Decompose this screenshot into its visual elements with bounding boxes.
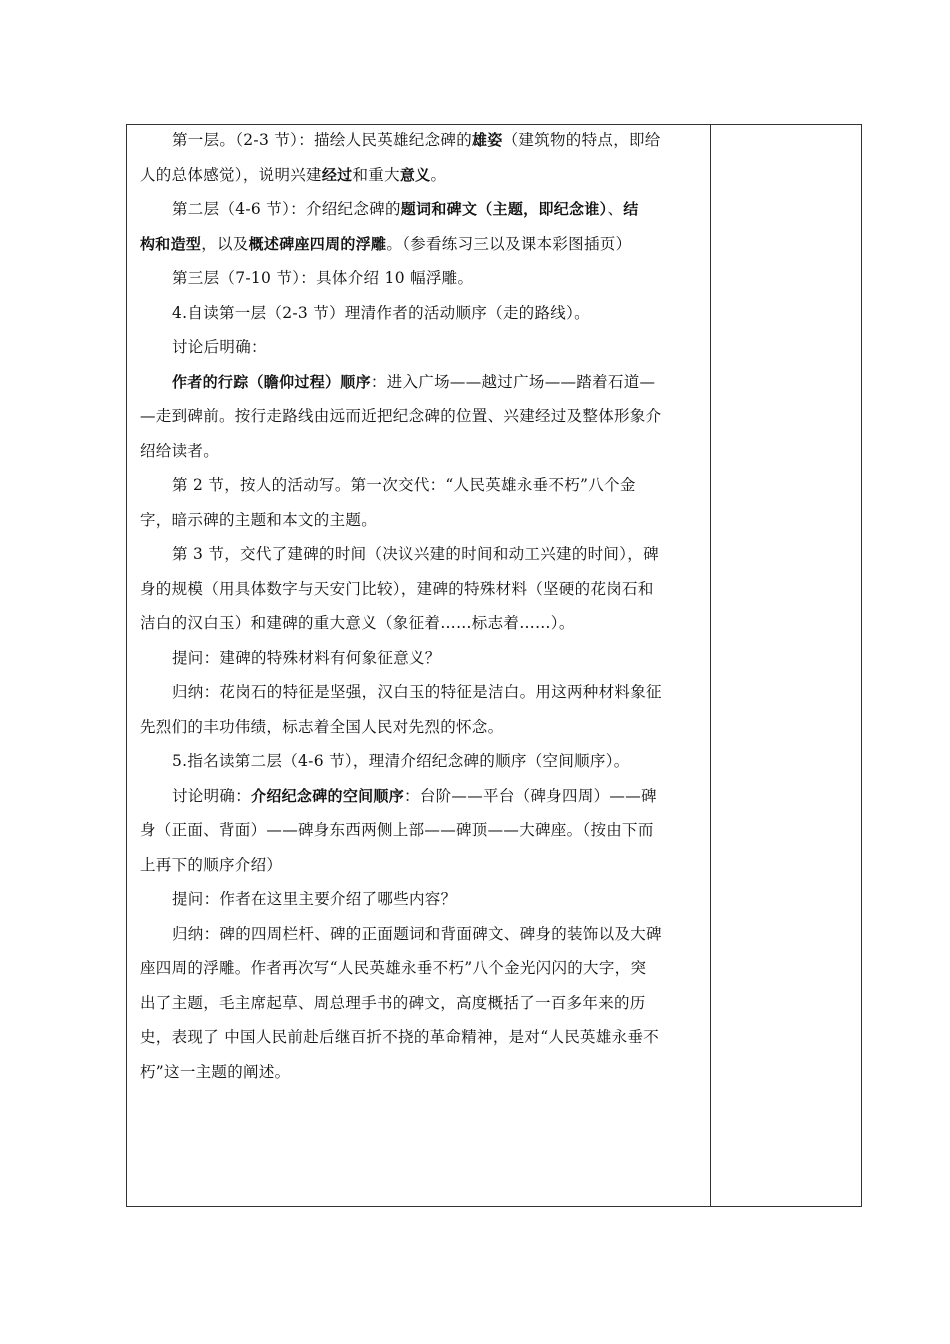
text-line xyxy=(172,199,702,219)
text-line xyxy=(140,579,670,599)
text-segment: 。 xyxy=(430,165,447,184)
bold-text: 雄姿 xyxy=(472,131,503,149)
text-line xyxy=(140,958,670,978)
text-line xyxy=(172,337,702,357)
text-segment: 5.指名读第二层（4-6 节），理清介绍纪念碑的顺序（空间顺序）。 xyxy=(172,752,630,770)
text-segment: 字，暗示碑的主题和本文的主题。 xyxy=(140,510,378,529)
text-segment: 朽”这一主题的阐述。 xyxy=(140,1062,291,1081)
bold-text: 构和造型 xyxy=(140,234,202,253)
text-line xyxy=(140,165,670,185)
text-line xyxy=(172,786,702,806)
text-line xyxy=(172,682,702,702)
text-line xyxy=(140,1062,670,1082)
text-segment: 绍给读者。 xyxy=(140,441,220,460)
text-line xyxy=(140,1027,670,1047)
text-segment: —走到碑前。按行走路线由远而近把纪念碑的位置、兴建经过及整体形象介 xyxy=(140,407,662,425)
text-segment: 提问：建碑的特殊材料有何象征意义？ xyxy=(172,648,441,667)
text-line xyxy=(172,544,702,564)
text-line xyxy=(172,889,702,909)
text-segment: 和重大 xyxy=(352,165,400,184)
text-segment: 身的规模（用具体数字与天安门比较），建碑的特殊材料（坚硬的花岗石和 xyxy=(140,579,654,598)
text-segment: 第一层。（2-3 节）：描绘人民英雄纪念碑的 xyxy=(172,131,472,149)
text-line xyxy=(140,993,670,1013)
text-segment: 上再下的顺序介绍） xyxy=(140,855,283,874)
text-line xyxy=(140,855,670,875)
text-segment: 先烈们的丰功伟绩，标志着全国人民对先烈的怀念。 xyxy=(140,717,504,736)
bold-text: 介绍纪念碑的空间顺序 xyxy=(251,786,405,805)
lesson-table xyxy=(126,124,862,1207)
text-segment: ：台阶——平台（碑身四周）——碑 xyxy=(404,786,657,805)
text-line xyxy=(172,130,702,150)
text-segment: 4.自读第一层（2-3 节）理清作者的活动顺序（走的路线）。 xyxy=(172,303,590,322)
text-line xyxy=(172,924,702,944)
text-segment: 。（参看练习三以及课本彩图插页） xyxy=(386,234,632,253)
text-line xyxy=(140,234,670,254)
text-line xyxy=(140,717,670,737)
text-segment: 归纳：花岗石的特征是坚强，汉白玉的特征是洁白。用这两种材料象征 xyxy=(172,683,662,701)
text-segment: 出了主题，毛主席起草、周总理手书的碑文，高度概括了一百多年来的历 xyxy=(140,993,646,1012)
text-line xyxy=(172,475,702,495)
bold-text: 意义 xyxy=(399,165,431,184)
bold-text: 题词和碑文（主题，即纪念谁） xyxy=(400,200,608,218)
text-segment: 人的总体感觉），说明兴建 xyxy=(140,165,322,184)
text-segment: 第三层（7-10 节）：具体介绍 10 幅浮雕。 xyxy=(172,269,474,287)
text-segment: 洁白的汉白玉）和建碑的重大意义（象征着……标志着……）。 xyxy=(140,614,575,632)
text-segment: ，以及 xyxy=(201,234,249,253)
text-line xyxy=(140,510,670,530)
text-segment: （建筑物的特点，即给 xyxy=(502,131,661,149)
text-line xyxy=(140,613,670,633)
text-line xyxy=(140,441,670,461)
text-line xyxy=(140,406,670,426)
text-segment: 归纳：碑的四周栏杆、碑的正面题词和背面碑文、碑身的装饰以及大碑 xyxy=(172,924,662,943)
notes-cell xyxy=(711,125,861,1206)
text-segment: 第二层（4-6 节）：介绍纪念碑的 xyxy=(172,200,401,218)
text-line xyxy=(172,372,702,392)
text-line xyxy=(172,751,702,771)
text-segment: ：进入广场——越过广场——踏着石道— xyxy=(370,372,656,391)
text-segment: 第 2 节，按人的活动写。第一次交代：“人民英雄永垂不朽”八个金 xyxy=(172,476,636,494)
text-segment: 第 3 节，交代了建碑的时间（决议兴建的时间和动工兴建的时间），碑 xyxy=(172,545,659,563)
text-line xyxy=(172,268,702,288)
bold-text: 作者的行踪（瞻仰过程）顺序 xyxy=(172,372,371,391)
text-line xyxy=(140,820,670,840)
text-segment: 讨论后明确： xyxy=(172,338,267,356)
bold-text: 经过 xyxy=(321,165,353,184)
bold-text: 结 xyxy=(623,200,639,218)
text-line xyxy=(172,648,702,668)
text-segment: 身（正面、背面）——碑身东西两侧上部——碑顶——大碑座。（按由下而 xyxy=(140,821,654,839)
text-segment: 、 xyxy=(607,200,624,218)
bold-text: 概述碑座四周的浮雕 xyxy=(248,234,387,253)
text-segment: 提问：作者在这里主要介绍了哪些内容？ xyxy=(172,890,457,908)
text-segment: 史，表现了 中国人民前赴后继百折不挠的革命精神，是对“人民英雄永垂不 xyxy=(140,1028,660,1046)
text-line xyxy=(172,303,702,323)
text-segment: 讨论明确： xyxy=(172,786,252,805)
text-segment: 座四周的浮雕。作者再次写“人民英雄永垂不朽”八个金光闪闪的大字，突 xyxy=(140,959,647,977)
